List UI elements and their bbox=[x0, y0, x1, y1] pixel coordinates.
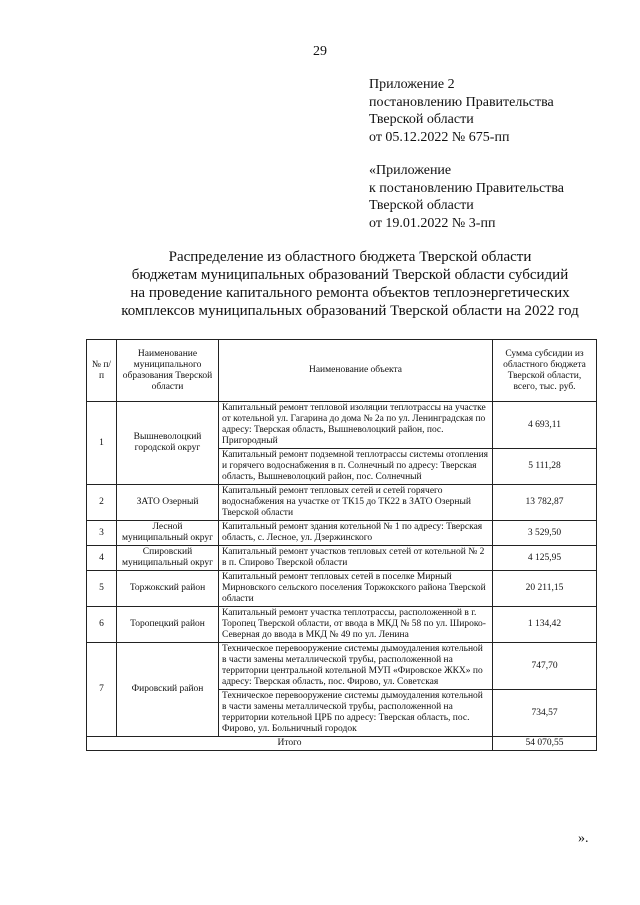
row-municipality: ЗАТО Озерный bbox=[117, 485, 219, 521]
row-object: Капитальный ремонт тепловых сетей и сетей горячего водоснабжения на участке от ТК15 до ТК22 в ЗАТО Озерный Тверской области bbox=[219, 485, 493, 521]
row-num: 2 bbox=[87, 485, 117, 521]
row-num: 3 bbox=[87, 521, 117, 546]
row-num: 6 bbox=[87, 607, 117, 643]
row-sum: 20 211,15 bbox=[493, 571, 597, 607]
row-sum: 1 134,42 bbox=[493, 607, 597, 643]
row-sum: 3 529,50 bbox=[493, 521, 597, 546]
row-sum: 734,57 bbox=[493, 690, 597, 737]
appendix-line: Приложение 2 bbox=[369, 77, 455, 92]
title-line: на проведение капитального ремонта объектов теплоэнергетических bbox=[130, 285, 570, 301]
header-num: № п/п bbox=[87, 340, 117, 402]
table-row bbox=[87, 571, 597, 607]
table-row bbox=[87, 485, 597, 521]
row-object: Капитальный ремонт участков тепловых сетей от котельной № 2 в п. Спирово Тверской области bbox=[219, 546, 493, 571]
row-object: Капитальный ремонт тепловых сетей в поселке Мирный Мирновского сельского поселения Торжокского района Тверской области bbox=[219, 571, 493, 607]
title-line: комплексов муниципальных образований Тверской области на 2022 год bbox=[121, 303, 579, 319]
row-num: 7 bbox=[87, 643, 117, 737]
row-sum: 747,70 bbox=[493, 643, 597, 690]
header-sum: Сумма субсидии из областного бюджета Тверской области, всего, тыс. руб. bbox=[493, 340, 597, 402]
document-title bbox=[0, 248, 640, 320]
table-row bbox=[87, 521, 597, 546]
row-object: Техническое перевооружение системы дымоудаления котельной в части замены металлической трубы, расположенной на территории котельной ЦРБ по адресу: Тверская область, пос. Фирово, ул. Больничный городок bbox=[219, 690, 493, 737]
appendix-line: Тверской области bbox=[369, 112, 474, 127]
appendix-line: от 05.12.2022 № 675-пп bbox=[369, 129, 510, 145]
closing-quote: ». bbox=[578, 831, 589, 846]
header-municipality: Наименование муниципального образования Тверской области bbox=[117, 340, 219, 402]
total-row bbox=[87, 737, 597, 751]
row-municipality: Фировский район bbox=[117, 643, 219, 737]
total-sum: 54 070,55 bbox=[493, 737, 597, 751]
page-number: 29 bbox=[313, 44, 327, 59]
row-sum: 5 111,28 bbox=[493, 449, 597, 485]
row-object: Капитальный ремонт здания котельной № 1 по адресу: Тверская область, с. Лесное, ул. Дзержинского bbox=[219, 521, 493, 546]
table-row bbox=[87, 546, 597, 571]
subsidies-table bbox=[86, 339, 597, 751]
title-line: Распределение из областного бюджета Тверской области bbox=[168, 249, 532, 265]
row-object: Капитальный ремонт участка теплотрассы, расположенной в г. Торопец Тверской области, от ввода в МКД № 58 по ул. Широко-Северная до ввода в МКД № 49 по ул. Ленина bbox=[219, 607, 493, 643]
row-municipality: Вышневолоцкий городской округ bbox=[117, 402, 219, 485]
appendix-header bbox=[369, 76, 554, 146]
title-line: бюджетам муниципальных образований Тверской области субсидий bbox=[131, 267, 569, 283]
row-sum: 13 782,87 bbox=[493, 485, 597, 521]
appendix-line: постановлению Правительства bbox=[369, 94, 554, 110]
appendix-line: «Приложение bbox=[369, 163, 452, 178]
row-num: 4 bbox=[87, 546, 117, 571]
total-label: Итого bbox=[87, 737, 493, 751]
row-municipality: Спировский муниципальный округ bbox=[117, 546, 219, 571]
table-header-row bbox=[87, 340, 597, 402]
row-sum: 4 693,11 bbox=[493, 402, 597, 449]
row-object: Капитальный ремонт тепловой изоляции теплотрассы на участке от котельной ул. Гагарина до дома № 2а по ул. Ленинградская по адресу: Тверская область, Вышневолоцкий район, пос. Пригородный bbox=[219, 402, 493, 449]
table-row bbox=[87, 643, 597, 690]
row-object: Техническое перевооружение системы дымоудаления котельной в части замены металлической трубы, расположенной на территории центральной котельной МУП «Фировское ЖКХ» по адресу: Тверская область, пос. Фирово, ул. Советская bbox=[219, 643, 493, 690]
appendix-line: Тверской области bbox=[369, 198, 474, 213]
row-municipality: Торжокский район bbox=[117, 571, 219, 607]
row-num: 1 bbox=[87, 402, 117, 485]
appendix-line: к постановлению Правительства bbox=[369, 180, 565, 196]
row-sum: 4 125,95 bbox=[493, 546, 597, 571]
row-num: 5 bbox=[87, 571, 117, 607]
row-municipality: Лесной муниципальный округ bbox=[117, 521, 219, 546]
table-row bbox=[87, 607, 597, 643]
header-object: Наименование объекта bbox=[219, 340, 493, 402]
appendix-line: от 19.01.2022 № 3-пп bbox=[369, 215, 496, 231]
original-appendix-header bbox=[369, 162, 564, 232]
row-municipality: Торопецкий район bbox=[117, 607, 219, 643]
table-row bbox=[87, 402, 597, 449]
row-object: Капитальный ремонт подземной теплотрассы системы отопления и горячего водоснабжения в п. Солнечный по адресу: Тверская область, Вышневолоцкий район, пос. Солнечный bbox=[219, 449, 493, 485]
